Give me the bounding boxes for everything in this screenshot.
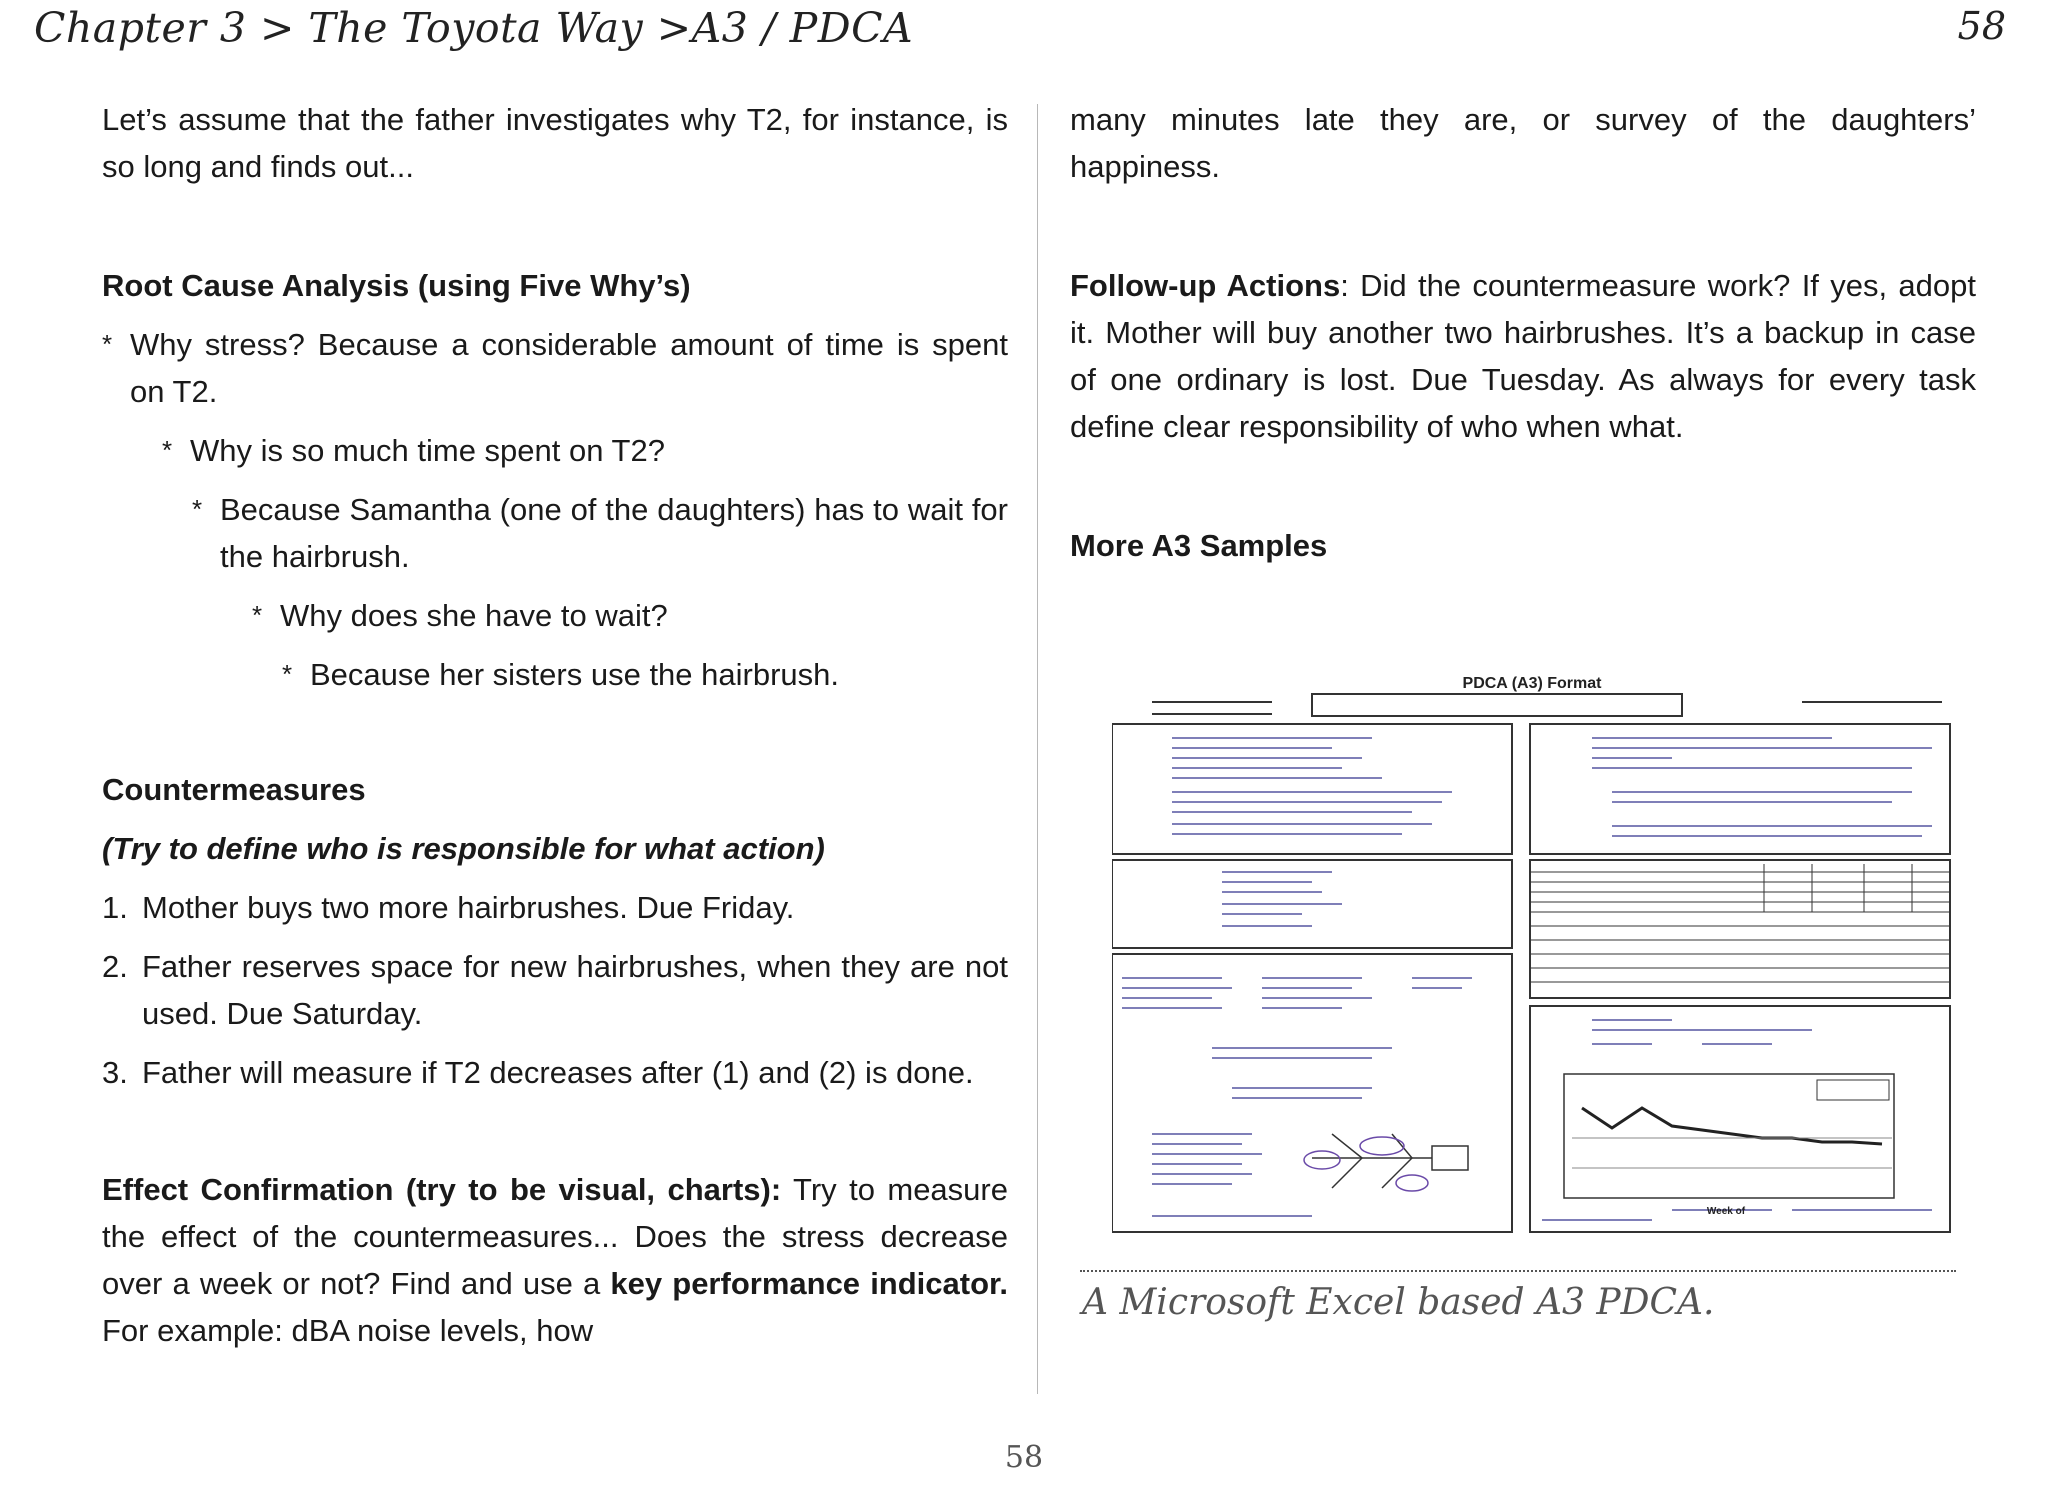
effect-kpi: key performance indicator. <box>610 1266 1008 1301</box>
samples-heading: More A3 Samples <box>1070 528 1328 563</box>
bullet-mark: * <box>252 600 263 630</box>
why-item <box>102 486 1008 580</box>
countermeasures-box <box>1530 724 1950 854</box>
bullet-mark: * <box>102 329 113 359</box>
followup-paragraph <box>1070 262 1976 450</box>
countermeasures-heading: Countermeasures <box>102 772 366 807</box>
form-lines <box>1112 694 1950 1232</box>
bullet-mark: * <box>192 494 203 524</box>
figure-chart-axis-label: Week of <box>1706 1206 1746 1217</box>
cause-analysis-box <box>1112 954 1512 1232</box>
caption-rule <box>1080 1270 1956 1272</box>
why-text: Because her sisters use the hairbrush. <box>310 657 839 692</box>
continuation-paragraph: many minutes late they are, or survey of the daughters’ happiness. <box>1070 102 1976 184</box>
item-text: Father will measure if T2 decreases after (1) and (2) is done. <box>142 1055 974 1090</box>
a3-pdca-form-image <box>1112 668 1952 1250</box>
why-text: Because Samantha (one of the daughters) has to wait for the hairbrush. <box>220 492 1008 574</box>
follow-up-chart <box>1564 1074 1894 1198</box>
item-number: 3. <box>102 1055 128 1090</box>
fishbone-diagram <box>1304 1134 1468 1191</box>
why-item <box>102 651 1008 698</box>
page-header-breadcrumb: Chapter 3 > The Toyota Way >A3 / PDCA <box>34 4 914 52</box>
left-column <box>102 96 1008 1354</box>
form-handwriting <box>1122 738 1932 1220</box>
why-text: Why is so much time spent on T2? <box>190 433 665 468</box>
footer-page-number: 58 <box>1004 1440 1044 1475</box>
header-page-number: 58 <box>1957 4 2006 48</box>
why-text: Why does she have to wait? <box>280 598 668 633</box>
why-item <box>102 427 1008 474</box>
item-text: Father reserves space for new hairbrushes, when they are not used. Due Saturday. <box>142 949 1008 1031</box>
effect-text-2: For example: dBA noise levels, how <box>102 1313 594 1348</box>
effect-text-1: Try to measure the effect of the countermeasures... Does the stress decrease over a week or not? Find and use a <box>102 1172 1008 1301</box>
countermeasures-subheading: (Try to define who is responsible for what action) <box>102 831 825 866</box>
figure-title: PDCA (A3) Format <box>1462 675 1602 692</box>
countermeasure-item <box>102 884 1008 931</box>
column-divider <box>1037 104 1038 1394</box>
countermeasure-item <box>102 1049 1008 1096</box>
right-column <box>1070 96 1976 569</box>
followup-heading: Follow-up Actions <box>1070 268 1341 303</box>
why-item <box>102 592 1008 639</box>
effect-confirmation-paragraph <box>102 1166 1008 1354</box>
item-number: 2. <box>102 949 128 984</box>
effect-heading: Effect Confirmation (try to be visual, charts): <box>102 1172 782 1207</box>
figure-caption: A Microsoft Excel based A3 PDCA. <box>1082 1282 1715 1323</box>
theme-box <box>1312 694 1682 716</box>
followup-text: : Did the countermeasure work? If yes, adopt it. Mother will buy another two hairbrushes. It’s a backup in case of one ordinary is lost. Due Tuesday. As always for every task define clear responsibility of who when what. <box>1070 268 1976 444</box>
item-number: 1. <box>102 890 128 925</box>
why-item <box>102 321 1008 415</box>
intro-paragraph: Let’s assume that the father investigates why T2, for instance, is so long and finds out... <box>102 102 1008 184</box>
countermeasure-item <box>102 943 1008 1037</box>
why-text: Why stress? Because a considerable amount of time is spent on T2. <box>130 327 1008 409</box>
rca-heading: Root Cause Analysis (using Five Why’s) <box>102 268 691 303</box>
implementation-box <box>1530 860 1950 998</box>
bullet-mark: * <box>162 435 173 465</box>
item-text: Mother buys two more hairbrushes. Due Friday. <box>142 890 795 925</box>
bullet-mark: * <box>282 659 293 689</box>
